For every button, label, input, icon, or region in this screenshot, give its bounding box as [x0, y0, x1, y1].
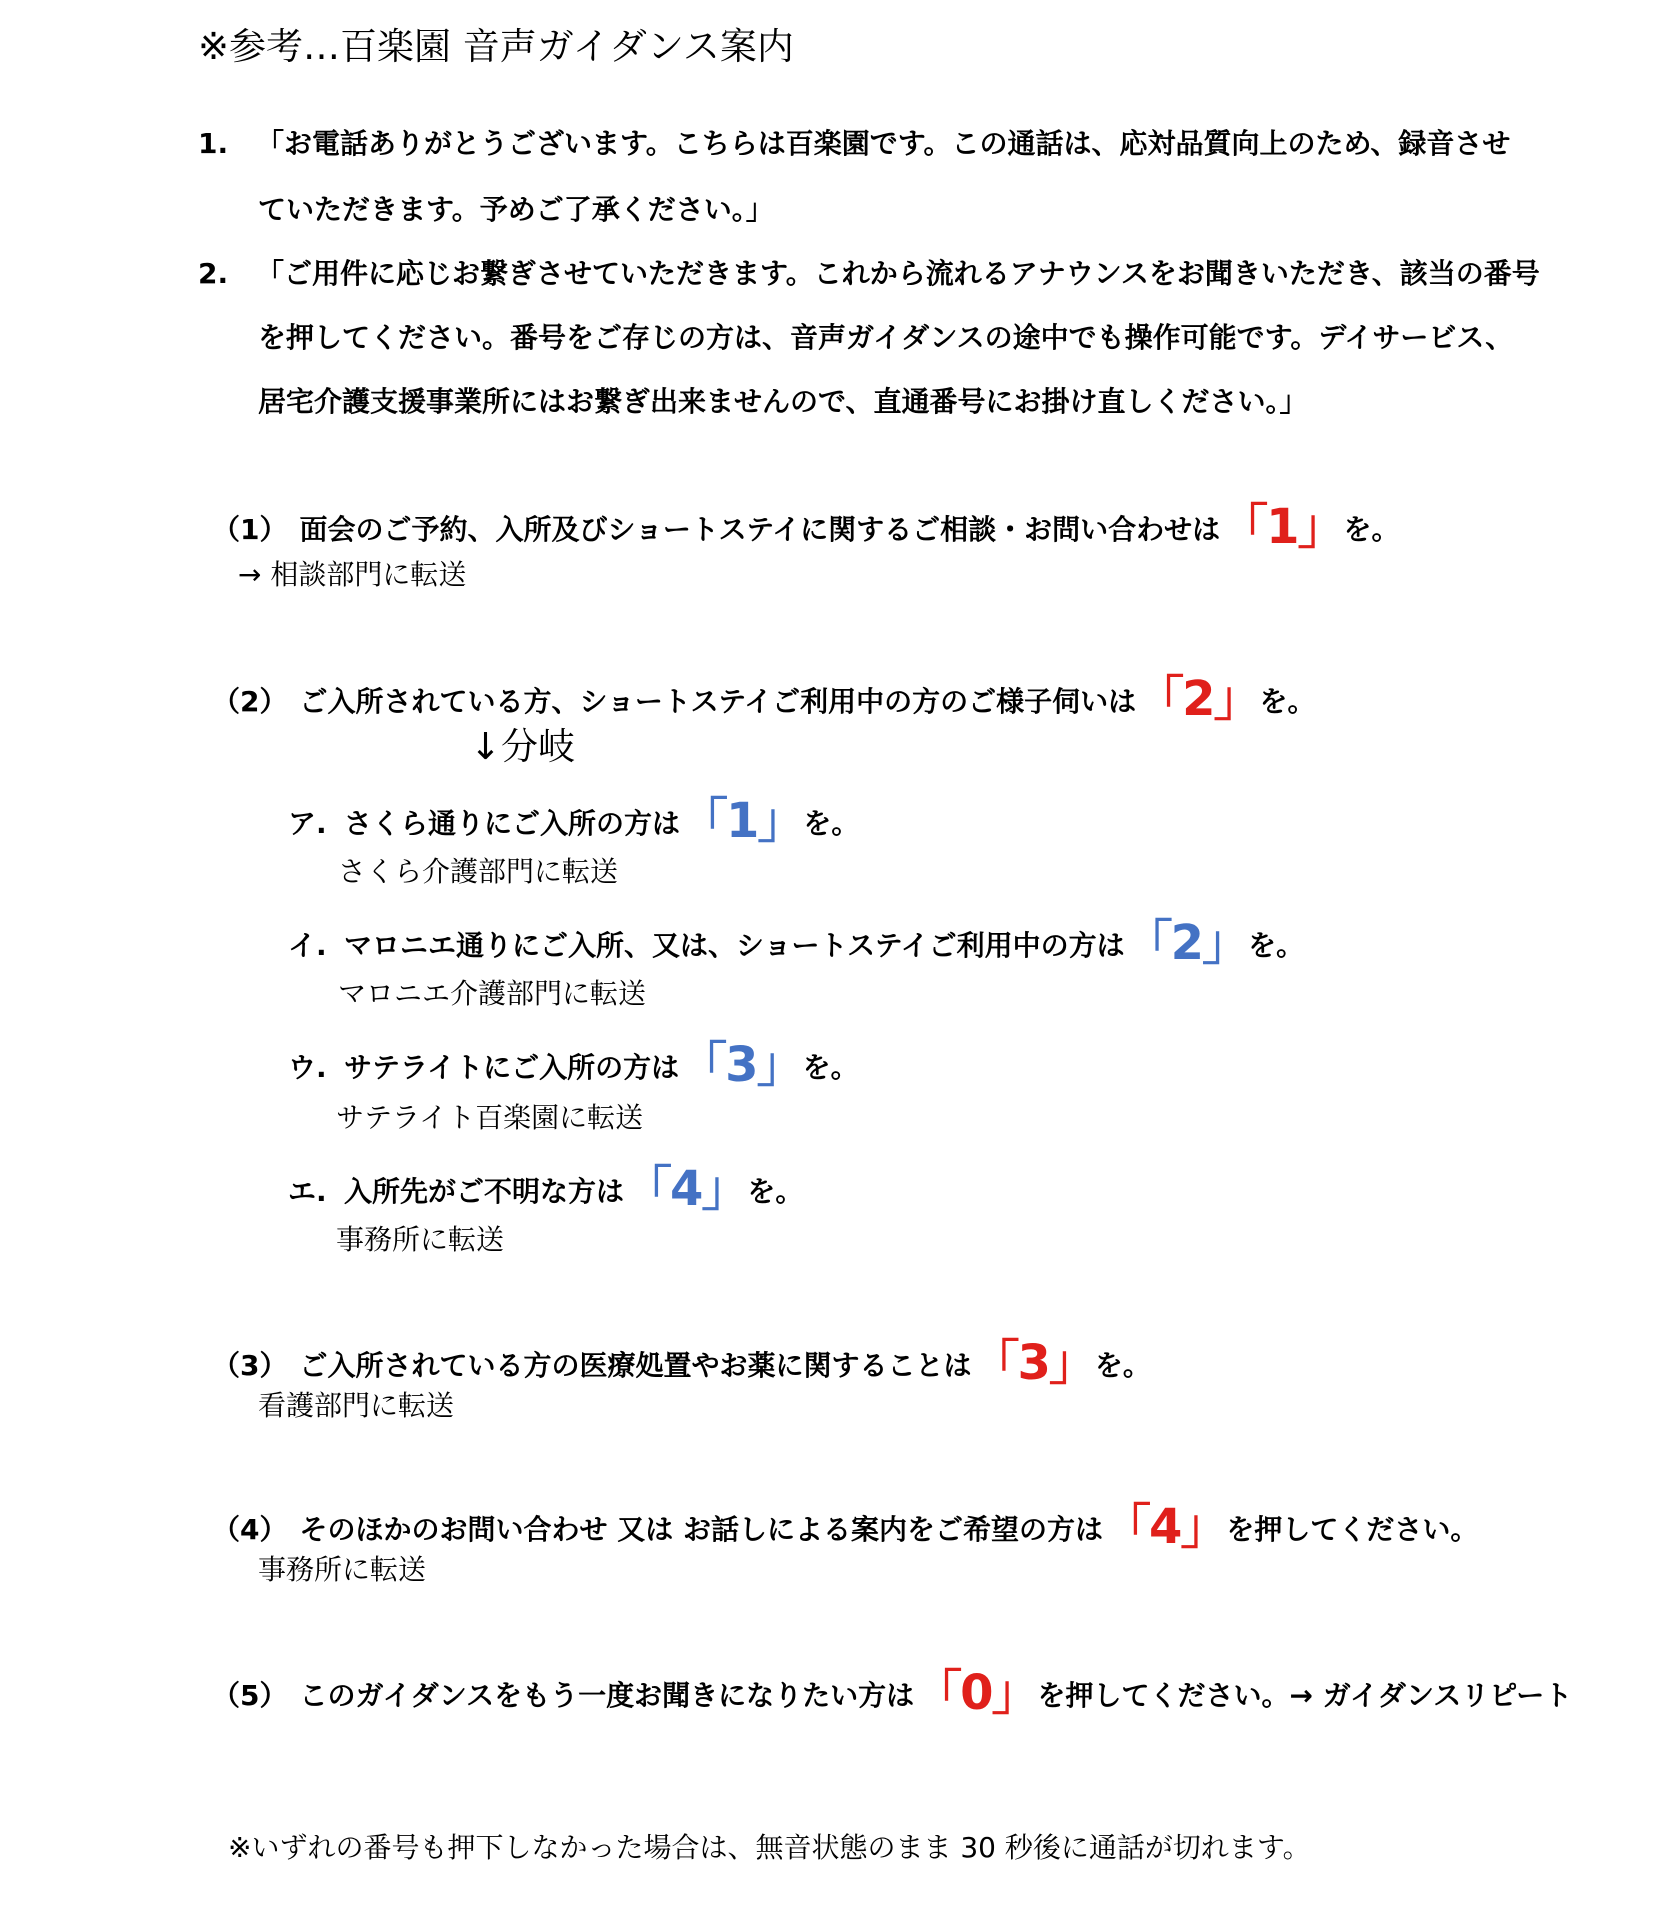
option-suffix: を押してください。→ ガイダンスリピート	[1037, 1679, 1573, 1712]
intro-line: 「ご用件に応じお繋ぎさせていただきます。これから流れるアナウンスをお聞きいただき、該当の番号	[256, 257, 1540, 290]
option-number: （2）	[212, 685, 288, 718]
sub-option-u-transfer: サテライト百楽園に転送	[336, 1101, 644, 1134]
intro-number: 1.	[198, 127, 229, 160]
branch-label: ↓分岐	[470, 725, 576, 768]
intro-paragraph-2-line-3: 居宅介護支援事業所にはお繋ぎ出来ませんので、直通番号にお掛け直しください。」	[258, 385, 1308, 418]
option-3-transfer: 看護部門に転送	[258, 1389, 455, 1422]
sub-option-text: 入所先がご不明な方は	[344, 1175, 625, 1208]
sub-option-e	[288, 1150, 803, 1219]
sub-option-i	[288, 904, 1304, 973]
option-number: （1）	[212, 513, 288, 546]
option-text: ご入所されている方の医療処置やお薬に関することは	[299, 1349, 972, 1382]
option-2	[212, 660, 1316, 729]
option-key: 「4」	[1102, 1499, 1227, 1555]
option-suffix: を押してください。	[1226, 1513, 1479, 1546]
page-title: ※参考…百楽園 音声ガイダンス案内	[198, 25, 794, 68]
intro-paragraph-2-line-2: を押してください。番号をご存じの方は、音声ガイダンスの途中でも操作可能です。デイサービス、	[258, 321, 1514, 354]
sub-option-e-transfer: 事務所に転送	[336, 1223, 505, 1256]
option-number: （4）	[212, 1513, 288, 1546]
sub-option-suffix: を。	[1248, 929, 1305, 962]
option-3	[212, 1324, 1151, 1393]
footnote: ※いずれの番号も押下しなかった場合は、無音状態のまま 30 秒後に通話が切れます。	[228, 1831, 1311, 1864]
sub-option-number: エ.	[288, 1175, 327, 1208]
option-4	[212, 1488, 1478, 1557]
sub-option-suffix: を。	[803, 807, 860, 840]
option-number: （5）	[212, 1679, 288, 1712]
sub-option-u	[288, 1026, 859, 1095]
option-number: （3）	[212, 1349, 288, 1382]
sub-option-text: サテライトにご入所の方は	[344, 1051, 680, 1084]
sub-option-key: 「2」	[1124, 915, 1249, 971]
option-text: そのほかのお問い合わせ 又は お話しによる案内をご希望の方は	[299, 1513, 1103, 1546]
sub-option-key: 「1」	[680, 793, 804, 849]
sub-option-text: さくら通りにご入所の方は	[344, 807, 681, 840]
sub-option-key: 「4」	[624, 1161, 748, 1217]
intro-paragraph-1-line-2: ていただきます。予めご了承ください。」	[258, 193, 774, 226]
sub-option-i-transfer: マロニエ介護部門に転送	[338, 977, 647, 1010]
option-text: ご入所されている方、ショートステイご利用中の方のご様子伺いは	[299, 685, 1137, 718]
sub-option-text: マロニエ通りにご入所、又は、ショートステイご利用中の方は	[344, 929, 1125, 962]
sub-option-a	[288, 782, 859, 851]
option-text: 面会のご予約、入所及びショートステイに関するご相談・お問い合わせは	[299, 513, 1221, 546]
intro-line: 「お電話ありがとうございます。こちらは百楽園です。この通話は、応対品質向上のため、録音させ	[256, 127, 1511, 160]
option-key: 「2」	[1136, 671, 1260, 727]
sub-option-key: 「3」	[679, 1037, 803, 1093]
option-text: このガイダンスをもう一度お聞きになりたい方は	[299, 1679, 915, 1712]
sub-option-suffix: を。	[747, 1175, 804, 1208]
option-key: 「3」	[971, 1335, 1095, 1391]
option-suffix: を。	[1259, 685, 1316, 718]
option-4-transfer: 事務所に転送	[258, 1553, 427, 1586]
intro-paragraph-1	[198, 122, 1510, 162]
option-key: 「0」	[914, 1665, 1038, 1721]
option-suffix: を。	[1094, 1349, 1151, 1382]
option-suffix: を。	[1343, 513, 1400, 546]
intro-number: 2.	[198, 257, 229, 290]
sub-option-number: ア.	[288, 807, 327, 840]
sub-option-number: ウ.	[288, 1051, 327, 1084]
option-1-transfer: → 相談部門に転送	[238, 558, 467, 591]
sub-option-a-transfer: さくら介護部門に転送	[338, 855, 619, 888]
option-5	[212, 1654, 1572, 1723]
sub-option-number: イ.	[288, 929, 327, 962]
sub-option-suffix: を。	[802, 1051, 859, 1084]
option-1	[212, 488, 1400, 557]
intro-paragraph-2	[198, 252, 1540, 292]
option-key: 「1」	[1220, 499, 1344, 555]
